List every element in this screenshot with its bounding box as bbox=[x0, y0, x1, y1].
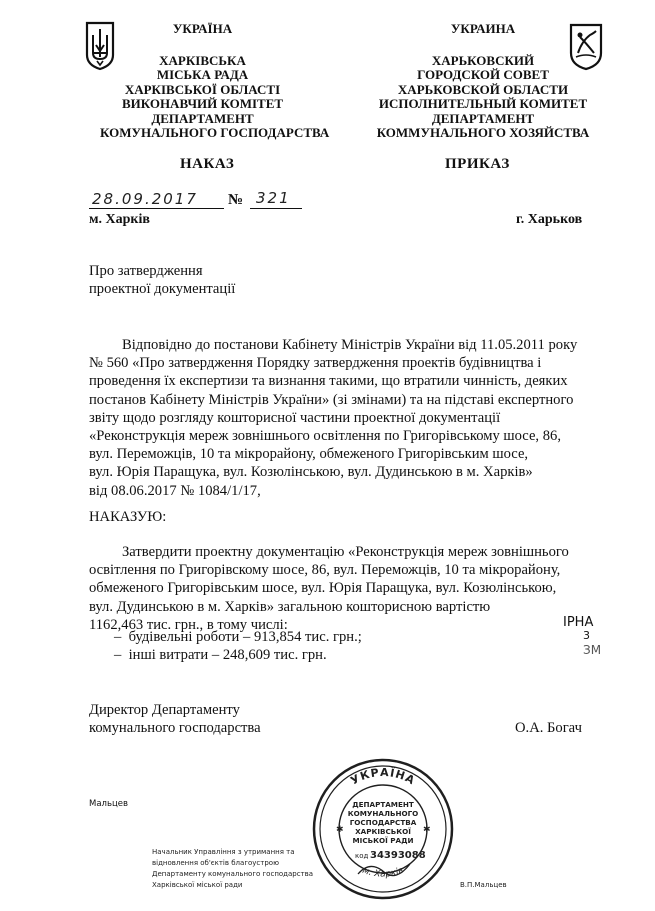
list-dash: – bbox=[114, 629, 122, 645]
preamble-line: постанов Кабінету Міністрів України» (зі змінами) та на підставі експертного bbox=[89, 391, 574, 408]
margin-fragment: 3 bbox=[583, 629, 590, 642]
order-line: Затвердити проектну документацію «Реконструкція мереж зовнішнього bbox=[122, 544, 569, 560]
margin-fragment: ЗМ bbox=[583, 643, 602, 657]
doc-type-left: НАКАЗ bbox=[180, 156, 235, 172]
stamp-top-arc bbox=[348, 766, 417, 788]
footer-signer: В.П.Мальцев bbox=[460, 881, 507, 889]
order-number: 321 bbox=[256, 189, 291, 207]
stamp-line: МІСЬКОЇ РАДИ bbox=[352, 836, 414, 845]
city-ru: г. Харьков bbox=[516, 212, 583, 227]
footer-note-line: відновлення об'єктів благоустрою bbox=[152, 859, 279, 867]
header-left-country: УКРАЇНА bbox=[172, 21, 233, 36]
list-dash: – bbox=[114, 647, 122, 664]
stamp-code-label: код bbox=[355, 852, 369, 860]
header-left bbox=[100, 21, 330, 141]
signature-position: Директор Департаменту bbox=[89, 702, 240, 718]
list-item bbox=[114, 628, 362, 646]
stamp-star-icon: ✱ bbox=[336, 825, 344, 835]
stamp-line: ГОСПОДАРСТВА bbox=[349, 818, 417, 827]
header-left-line: ХАРКІВСЬКОЇ ОБЛАСТІ bbox=[124, 81, 281, 97]
stamp-line: КОМУНАЛЬНОГО bbox=[347, 809, 419, 818]
preamble-line: вул. Переможців, 10 та мікрорайону, обмеженого Григорівським шосе, bbox=[89, 446, 529, 463]
header-left-line: КОМУНАЛЬНОГО ГОСПОДАРСТВА bbox=[100, 125, 330, 140]
stamp-top-arc-text: УКРАЇНА bbox=[348, 765, 418, 788]
preamble-line: звіту щодо розгляду кошторисної частини проектної документації bbox=[89, 409, 501, 426]
order-date: 28.09.2017 bbox=[92, 190, 198, 208]
footer-note bbox=[152, 847, 313, 891]
subject-line: Про затвердження bbox=[89, 263, 203, 279]
stamp-line: ДЕПАРТАМЕНТ bbox=[352, 800, 414, 809]
preamble-line: вул. Юрія Паращука, вул. Козюлінською, вул. Дудинською в м. Харків» bbox=[89, 464, 533, 481]
footer-note-line: Начальник Управління з утримання та bbox=[152, 848, 295, 856]
header-right-line: ДЕПАРТАМЕНТ bbox=[431, 110, 535, 126]
header-right-line: ХАРЬКОВСКИЙ bbox=[431, 52, 535, 68]
header-left-line: ВИКОНАВЧИЙ КОМІТЕТ bbox=[121, 96, 284, 111]
preamble bbox=[89, 336, 596, 500]
list-item bbox=[114, 646, 362, 664]
signature-name: О.А. Богач bbox=[515, 720, 582, 736]
stamp-bottom-arc-text: м. Харків bbox=[360, 865, 406, 880]
preamble-line: № 560 «Про затвердження Порядку затвердження проектів будівництва і bbox=[89, 355, 542, 372]
order-text bbox=[89, 543, 596, 634]
header-left-line: ХАРКІВСЬКА bbox=[159, 52, 246, 68]
header-right-line: ГОРОДСКОЙ СОВЕТ bbox=[417, 67, 549, 82]
margin-fragment: ІРНА bbox=[563, 615, 594, 630]
preamble-line: «Реконструкція мереж зовнішнього освітлення по Григорівському шосе, 86, bbox=[89, 428, 561, 445]
cost-items bbox=[114, 628, 362, 664]
subject-line: проектної документації bbox=[89, 281, 236, 298]
stamp-star-icon: ✱ bbox=[423, 825, 431, 835]
header-left-line: ДЕПАРТАМЕНТ bbox=[151, 110, 254, 126]
stamp-line: ХАРКІВСЬКОЇ bbox=[355, 827, 411, 836]
preamble-line: Відповідно до постанови Кабінету Міністрів України від 11.05.2011 року bbox=[122, 337, 578, 353]
signature-block bbox=[89, 701, 261, 737]
city-ua: м. Харків bbox=[89, 212, 150, 227]
header-left-line: МІСЬКА РАДА bbox=[156, 67, 249, 82]
header-right-line: ИСПОЛНИТЕЛЬНЫЙ КОМИТЕТ bbox=[378, 96, 588, 111]
number-underline bbox=[250, 208, 302, 209]
footer-note-line: Департаменту комунального господарства bbox=[152, 870, 314, 878]
order-word: НАКАЗУЮ: bbox=[89, 509, 167, 525]
list-item-text: будівельні роботи – 913,854 тис. грн.; bbox=[128, 629, 362, 645]
order-line: освітлення по Григорівскому шосе, 86, вул. Переможців, 10 та мікрорайону, bbox=[89, 562, 561, 579]
list-item-text: інші витрати – 248,609 тис. грн. bbox=[128, 647, 327, 664]
signature-position: комунального господарства bbox=[89, 720, 261, 737]
order-line: обмеженого Григорівським шосе, вул. Юрія Паращука, вул. Козюлінською, bbox=[89, 580, 557, 597]
preamble-line: від 08.06.2017 № 1084/1/17, bbox=[89, 482, 261, 499]
executor: Мальцев bbox=[89, 799, 129, 809]
doc-type-right: ПРИКАЗ bbox=[445, 156, 510, 172]
stamp-code: 34393088 bbox=[370, 850, 426, 861]
header-right-line: ХАРЬКОВСКОЙ ОБЛАСТИ bbox=[397, 81, 569, 97]
header-right-line: КОММУНАЛЬНОГО ХОЗЯЙСТВА bbox=[376, 125, 590, 140]
stamp-bottom-arc bbox=[361, 866, 405, 880]
preamble-line: проведення їх експертизи та визнання такими, що втратили чинність, деяких bbox=[89, 373, 568, 390]
order-line: 1162,463 тис. грн., в тому числі: bbox=[89, 616, 288, 633]
header-right bbox=[358, 22, 608, 141]
number-label: № bbox=[228, 192, 244, 208]
official-stamp bbox=[310, 756, 456, 902]
header-right-country: УКРАИНА bbox=[450, 21, 516, 36]
footer-note-line: Харківської міської ради bbox=[152, 881, 243, 889]
order-line: вул. Дудинською в м. Харків» загальною кошторисною вартістю bbox=[89, 598, 491, 615]
subject bbox=[89, 262, 235, 298]
date-underline bbox=[89, 208, 224, 209]
